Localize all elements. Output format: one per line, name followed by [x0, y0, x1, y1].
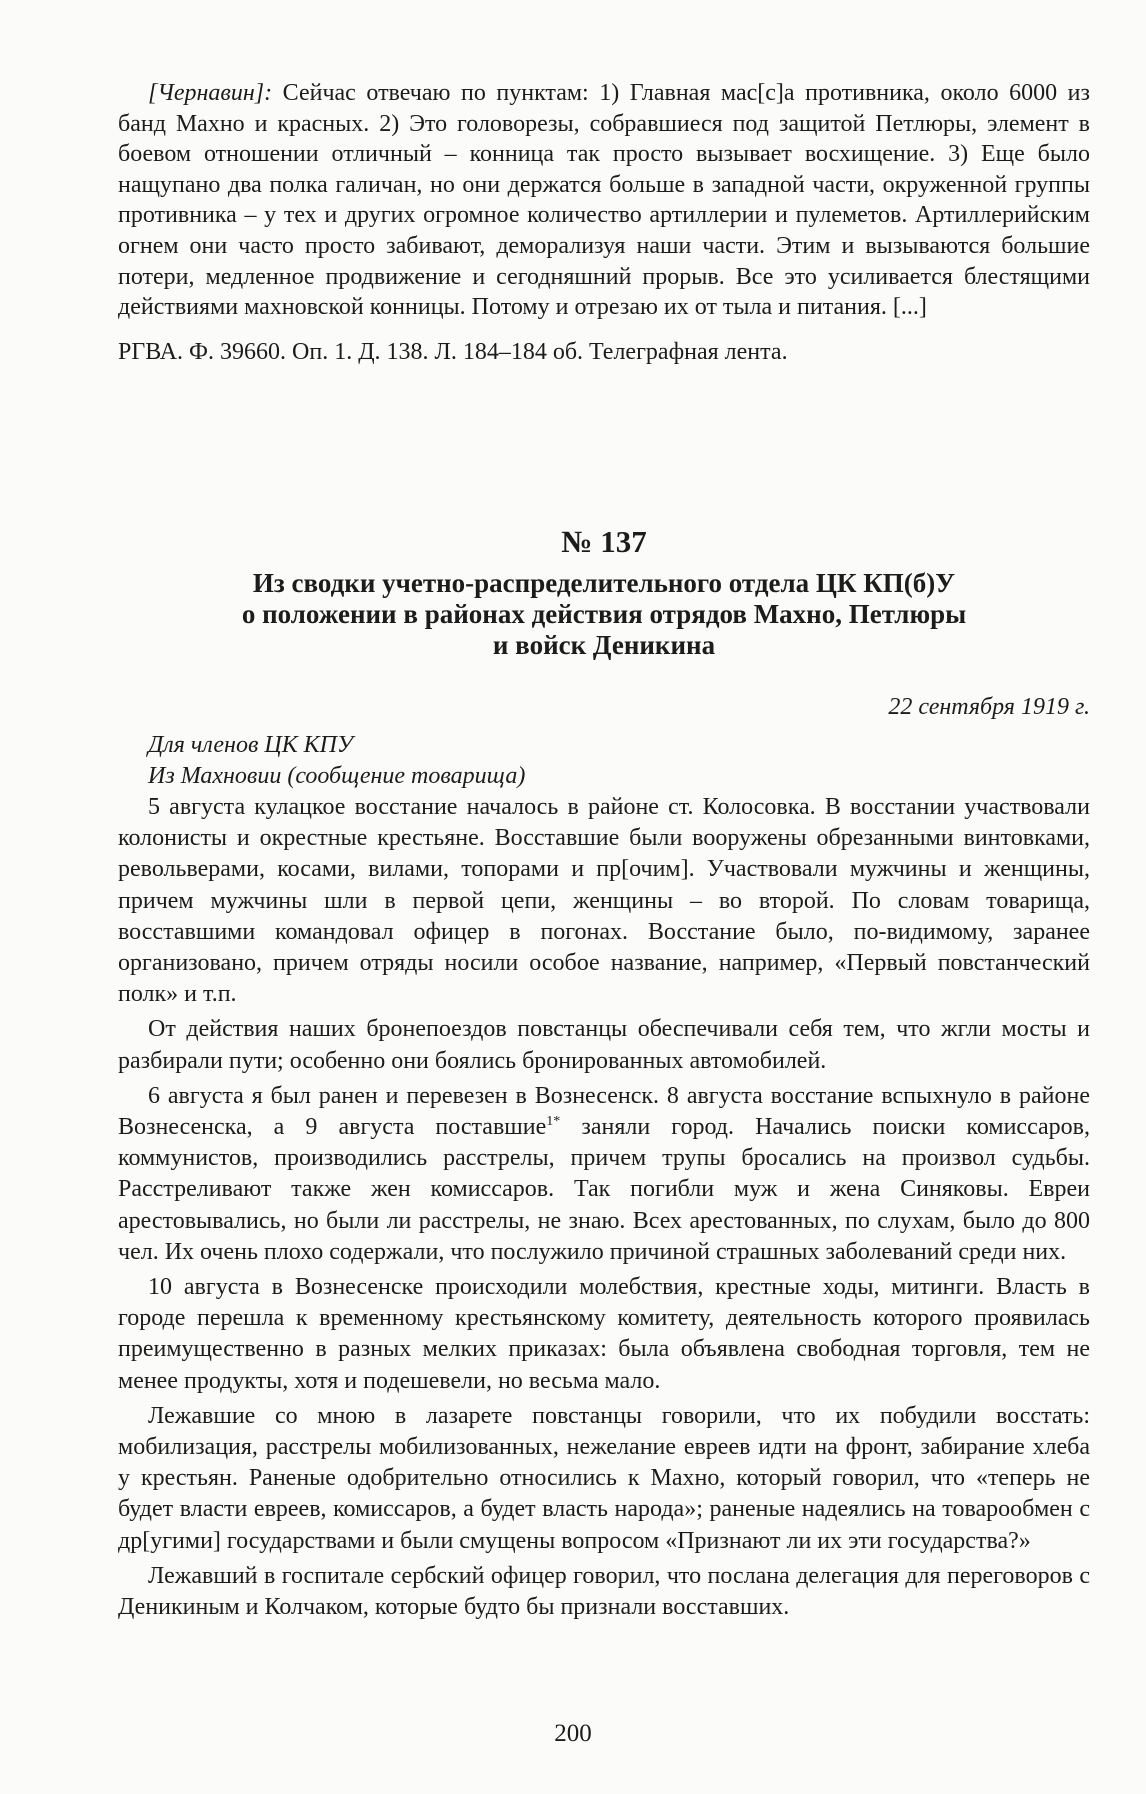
body-paragraph: 10 августа в Вознесенске происходили молебствия, крестные ходы, митинги. Власть в городе перешла к временному крестьянскому комитету, деятельность которого проявилась преимущественно в разных мелких приказах: была объявлена свободная торговля, тем не менее продукты, хотя и подешевели, но весьма мало.: [118, 1274, 1090, 1394]
addressee-line: Для членов ЦК КПУ: [148, 732, 354, 758]
speech-text: Сейчас отвечаю по пунктам: 1) Главная мас[с]а противника, около 6000 из банд Махно и красных. 2) Это головорезы, собравшиеся под защитой Петлюры, элемент в боевом отношении отличный – конница так просто вызывает восхищение. 3) Еще было нащупано два полка галичан, но они держатся больше в западной части, окруженной группы противника – у тех и других огромное количество артиллерии и пулеметов. Артиллерийским огнем они часто просто забивают, деморализуя наши части. Этим и вызываются большие потери, медленное продвижение и сегодняшний прорыв. Все это усиливается блестящими действиями махновской конницы. Потому и отрезаю их от тыла и питания. [...]: [118, 80, 1091, 321]
archive-reference: РГВА. Ф. 39660. Оп. 1. Д. 138. Л. 184–184 об. Телеграфная лента.: [118, 338, 788, 365]
body-paragraph: Лежавшие со мною в лазарете повстанцы говорили, что их побудили восстать: мобилизация, расстрелы мобилизованных, нежелание евреев идти на фронт, забирание хлеба у крестьян. Раненые одобрительно относились к Махно, который говорил, что «теперь не будет власти евреев, комиссаров, а будет власть народа»; раненые надеялись на товарообмен с др[угими] государствами и были смущены вопросом «Признают ли их эти государства?»: [118, 1402, 1090, 1554]
document-title-line: о положении в районах действия отрядов Махно, Петлюры: [241, 599, 967, 629]
previous-document-ending: [118, 78, 1090, 367]
body-text: заняли город. Начались поиски комиссаров, коммунистов, производились расстрелы, причем трупы бросались на произвол судьбы. Расстреливают также жен комиссаров. Так погибли муж и жена Синяковы. Евреи арестовывались, но были ли расстрелы, не знаю. Всех арестованных, по слухам, было до 800 чел. Их очень плохо содержали, что послужило причиной страшных заболеваний среди них.: [118, 1114, 1091, 1265]
document-body: [118, 730, 1090, 1623]
body-paragraph: 5 августа кулацкое восстание началось в районе ст. Колосовка. В восстании участвовали колонисты и окрестные крестьяне. Восставшие были вооружены обрезанными винтовками, револьверами, косами, вилами, топорами и пр[очим]. Участвовали мужчины и женщины, причем мужчины шли в первой цепи, женщины – во второй. По словам товарища, восставшими командовал офицер в погонах. Восстание было, по-видимому, заранее организовано, причем отряды носили особое название, например, «Первый повстанческий полк» и т.п.: [118, 794, 1090, 1008]
document-title-line: Из сводки учетно-распределительного отдела ЦК КП(б)У: [252, 568, 956, 598]
document-date: 22 сентября 1919 г.: [888, 694, 1090, 720]
speech-paragraph: [118, 78, 1090, 323]
body-paragraph: От действия наших бронепоездов повстанцы обеспечивали себя тем, что жгли мосты и разбирали пути; особенно они боялись бронированных автомобилей.: [118, 1016, 1090, 1074]
document-title-line: и войск Деникина: [492, 630, 716, 660]
document-number: № 137: [561, 524, 647, 559]
document-title: [118, 568, 1090, 661]
section-heading: Из Махновии (сообщение товарища): [148, 763, 526, 789]
body-text: 6 августа я был ранен и перевезен в Вознесенск. 8 августа восстание вспыхнуло в районе Вознесенска, а 9 августа поставшие: [118, 1082, 1090, 1141]
page-number: 200: [554, 1720, 592, 1747]
body-paragraph: [118, 1081, 1090, 1268]
speaker-name: [Чернавин]:: [148, 80, 273, 106]
body-paragraph: Лежавший в госпитале сербский офицер говорил, что послана делегация для переговоров с Деникиным и Колчаком, которые будто бы признали восставших.: [118, 1562, 1090, 1621]
footnote-marker: 1*: [546, 1114, 561, 1130]
